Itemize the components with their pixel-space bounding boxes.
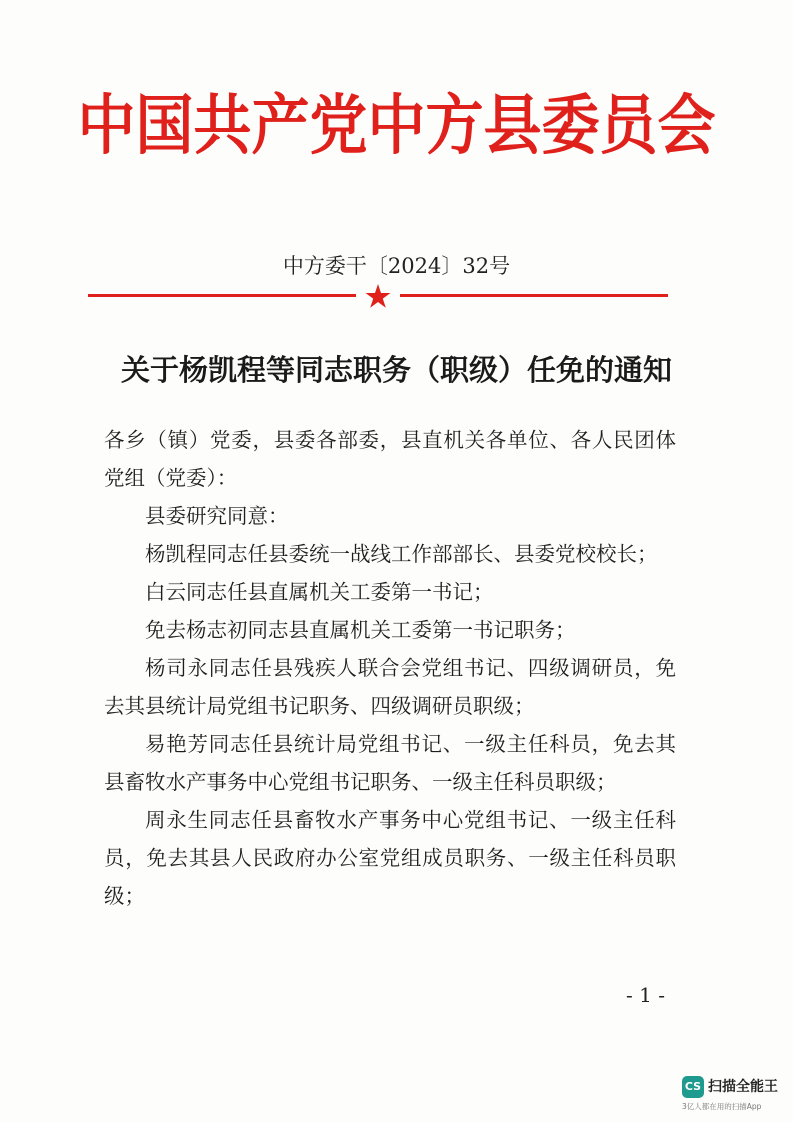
camscanner-logo-icon: CS	[682, 1076, 704, 1098]
watermark-app-name: 扫描全能王	[708, 1079, 778, 1095]
addressee-paragraph: 各乡（镇）党委，县委各部委，县直机关各单位、各人民团体党组（党委）：	[104, 428, 676, 490]
body-paragraph: 免去杨志初同志县直属机关工委第一书记职务；	[145, 618, 576, 642]
body-paragraph: 县委研究同意：	[145, 504, 289, 528]
separator-line-left	[88, 294, 356, 297]
scanner-watermark	[682, 1076, 792, 1116]
body-paragraph: 易艳芳同志任县统计局党组书记、一级主任科员，免去其县畜牧水产事务中心党组书记职务、一级主任科员职级；	[104, 732, 676, 794]
document-title: 关于杨凯程等同志职务（职级）任免的通知	[120, 353, 672, 387]
separator-line-right	[400, 294, 668, 297]
document-number: 中方委干〔2024〕32号	[282, 254, 511, 278]
red-separator	[88, 283, 668, 309]
red-star-icon	[365, 283, 391, 309]
document-body	[104, 421, 676, 915]
issuing-organization-header: 中国共产党中方县委员会	[77, 86, 716, 164]
body-paragraph: 白云同志任县直属机关工委第一书记；	[145, 580, 494, 604]
body-paragraph: 杨司永同志任县残疾人联合会党组书记、四级调研员，免去其县统计局党组书记职务、四级调研员职级；	[104, 656, 676, 718]
body-paragraph: 杨凯程同志任县委统一战线工作部部长、县委党校校长；	[145, 542, 658, 566]
page-number: - 1 -	[626, 983, 665, 1007]
body-paragraph: 周永生同志任县畜牧水产事务中心党组书记、一级主任科员，免去其县人民政府办公室党组成员职务、一级主任科员职级；	[104, 808, 676, 908]
watermark-tagline: 3亿人都在用的扫描App	[682, 1102, 762, 1111]
